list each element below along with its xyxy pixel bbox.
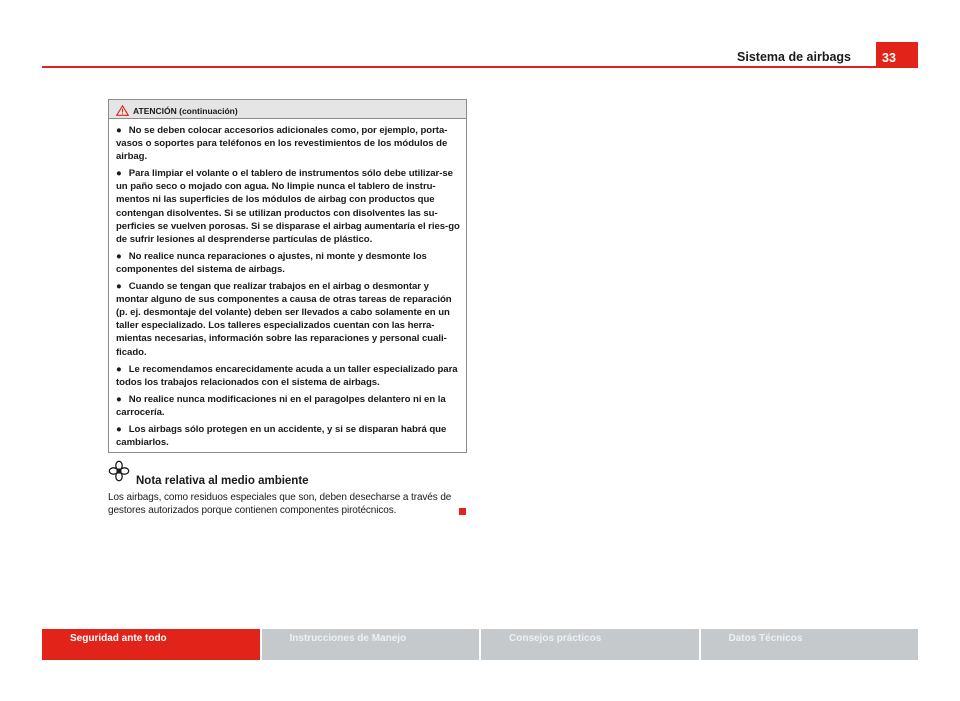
page-number: 33 [876,42,918,68]
warning-box [108,99,467,453]
warning-body [109,119,466,449]
bullet-icon: ● [116,363,122,375]
warning-item [116,393,460,419]
warning-title: ATENCIÓN (continuación) [133,105,238,116]
bullet-icon: ● [116,393,122,405]
bullet-icon: ● [116,423,122,435]
warning-triangle-icon [116,105,129,116]
flower-environment-icon [108,460,130,487]
note-text: Los airbags, como residuos especiales que son, deben desecharse a través de gestores autorizados porque contienen componentes pirotécnicos. [108,492,452,517]
header-rule [42,66,918,68]
footer-nav [42,629,918,660]
warning-item-text: Le recomendamos encarecidamente acuda a un taller especializado para todos los trabajos relacionados con el sistema de airbags. [116,363,458,388]
environment-note [108,463,468,517]
warning-item-text: No se deben colocar accesorios adicionales como, por ejemplo, porta-vasos o soportes para teléfonos en los revestimientos de los módulos de airbag. [116,125,448,163]
warning-item [116,124,460,163]
warning-item [116,280,460,359]
bullet-icon: ● [116,250,122,262]
end-of-section-marker [459,508,466,515]
warning-item [116,363,460,389]
warning-item-text: Cuando se tengan que realizar trabajos en el airbag o desmontar y montar alguno de sus componentes a causa de otras tareas de reparación (p. ej. desmontaje del volante) deben ser llevados a cabo solamente en un taller especializado. Los talleres especializados cuentan con las herra-mientas necesarias, información sobre las reparaciones y personal cuali-ficado. [116,281,452,358]
warning-item [116,423,460,449]
footer-tab-seguridad[interactable]: Seguridad ante todo [42,629,260,660]
bullet-icon: ● [116,281,122,293]
section-title: Sistema de airbags [737,50,851,64]
warning-item-text: No realice nunca modificaciones ni en el paragolpes delantero ni en la carrocería. [116,393,446,418]
bullet-icon: ● [116,168,122,180]
footer-tab-datos[interactable]: Datos Técnicos [701,629,919,660]
note-title: Nota relativa al medio ambiente [136,475,309,487]
footer-tab-instrucciones[interactable]: Instrucciones de Manejo [262,629,480,660]
footer-tab-consejos[interactable]: Consejos prácticos [481,629,699,660]
note-header [108,463,468,487]
warning-item [116,167,460,246]
warning-item-text: Para limpiar el volante o el tablero de instrumentos sólo debe utilizar-se un paño seco o mojado con agua. No limpie nunca el tablero de instru-mentos ni las superficies de los módulos de airbag con productos que contengan disolventes. Si se utilizan productos con disolventes las su-perficies se vuelven porosas. Si se disparase el airbag aumentaría el ries-go de sufrir lesiones al desprenderse partículas de plástico. [116,168,460,245]
warning-item [116,250,460,276]
bullet-icon: ● [116,125,122,136]
warning-item-text: No realice nunca reparaciones o ajustes, ni monte y desmonte los componentes del sistema de airbags. [116,250,427,275]
warning-header [109,100,466,119]
warning-item-text: Los airbags sólo protegen en un accidente, y si se disparan habrá que cambiarlos. [116,423,447,449]
